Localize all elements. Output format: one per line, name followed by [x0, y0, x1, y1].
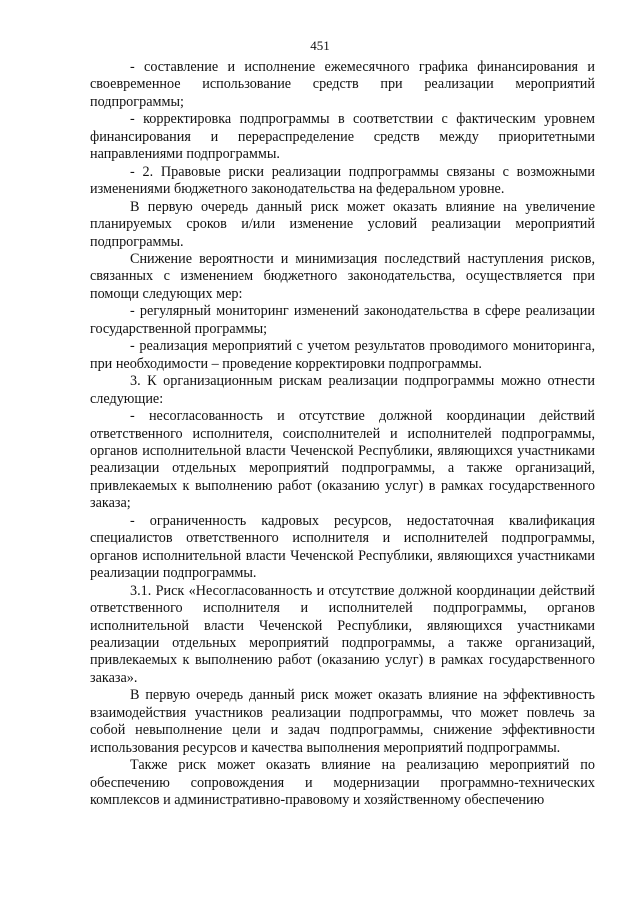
paragraph: 3. К организационным рискам реализации подпрограммы можно отнести следующие: [90, 373, 595, 407]
paragraph: В первую очередь данный риск может оказать влияние на увеличение планируемых сроков и/или изменение условий реализации мероприятий подпрограммы. [90, 198, 595, 250]
body-text [90, 59, 595, 809]
paragraph: - реализация мероприятий с учетом результатов проводимого мониторинга, при необходимости – проведение корректировки подпрограммы. [90, 338, 595, 372]
paragraph: 3.1. Риск «Несогласованность и отсутствие должной координации действий ответственного исполнителя и исполнителей подпрограммы, органов исполнительной власти Чеченской Республики, являющихся участниками реализации отдельных мероприятий подпрограммы, а также организаций, привлекаемых к выполнению работ (оказанию услуг) в рамках государственного заказа». [90, 582, 595, 686]
paragraph: - регулярный мониторинг изменений законодательства в сфере реализации государственной программы; [90, 303, 595, 337]
paragraph: В первую очередь данный риск может оказать влияние на эффективность взаимодействия участников реализации подпрограммы, что может повлечь за собой невыполнение цели и задач подпрограммы, снижение эффективности использования ресурсов и качества выполнения мероприятий подпрограммы. [90, 687, 595, 756]
paragraph: - корректировка подпрограммы в соответствии с фактическим уровнем финансирования и перераспределение средств между приоритетными направлениями подпрограммы. [90, 111, 595, 163]
page-number: 451 [310, 38, 330, 53]
paragraph: Также риск может оказать влияние на реализацию мероприятий по обеспечению сопровождения и модернизации программно-технических комплексов и административно-правовому и хозяйственному обеспечению [90, 757, 595, 809]
paragraph: - 2. Правовые риски реализации подпрограммы связаны с возможными изменениями бюджетного законодательства на федеральном уровне. [90, 163, 595, 198]
paragraph: - ограниченность кадровых ресурсов, недостаточная квалификация специалистов ответственного исполнителя и исполнителей подпрограммы, органов исполнительной власти Чеченской Республики, являющихся участниками реализации подпрограммы. [90, 512, 595, 582]
paragraph: - несогласованность и отсутствие должной координации действий ответственного исполнителя, соисполнителей и исполнителей подпрограммы, органов исполнительной власти Чеченской Республики, являющихся участниками реализации отдельных мероприятий подпрограммы, а также организаций, привлекаемых к выполнению работ (оказанию услуг) в рамках государственного заказа; [90, 408, 595, 512]
paragraph: Снижение вероятности и минимизация последствий наступления рисков, связанных с изменением бюджетного законодательства, осуществляется при помощи следующих мер: [90, 250, 595, 302]
paragraph: - составление и исполнение ежемесячного графика финансирования и своевременное использование средств при реализации мероприятий подпрограммы; [90, 59, 595, 110]
